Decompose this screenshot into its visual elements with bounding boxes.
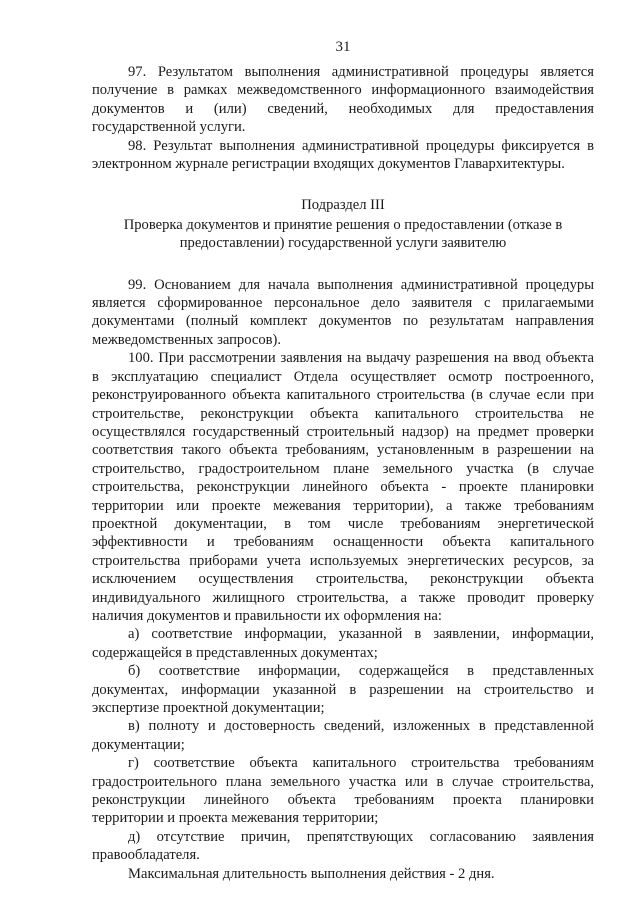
document-page [92, 38, 594, 883]
subsection-heading: Проверка документов и принятие решения о предоставлении (отказе в предоставлении) государственной услуги заявителю [123, 216, 563, 252]
paragraph-98: 98. Результат выполнения административной процедуры фиксируется в электронном журнале регистрации входящих документов Главархитектуры. [92, 137, 594, 173]
list-item-d: д) отсутствие причин, препятствующих согласованию заявления правообладателя. [92, 828, 594, 864]
subsection-title: Подраздел III [301, 197, 385, 214]
paragraph-99: 99. Основанием для начала выполнения административной процедуры является сформированное персональное дело заявителя с прилагаемыми документами (полный комплект документов по результатам направления межведомственных запросов). [92, 276, 594, 348]
list-item-a: а) соответствие информации, указанной в заявлении, информации, содержащейся в представленных документах; [92, 626, 594, 661]
paragraph-97: 97. Результатом выполнения административной процедуры является получение в рамках межведомственного информационного взаимодействия документов и (или) сведений, необходимых для предоставления государственной услуги. [92, 64, 594, 136]
paragraph-100: 100. При рассмотрении заявления на выдачу разрешения на ввод объекта в эксплуатацию специалист Отдела осуществляет осмотр построенного, реконструированного объекта капитального строительства (в случае если при строительстве, реконструкции объекта капитального строительства не осуществлялся государственный строительный надзор) на предмет проверки соответствия такого объекта требованиям, установленным в разрешении на строительство, градостроительном плане земельного участка (в случае строительства, реконструкции линейного объекта - проекте планировки территории или проекте межевания территории), а также требованиям проектной документации, в том числе требованиям энергетической эффективности и требованиям оснащенности объекта капитального строительства приборами учета используемых энергетических ресурсов, за исключением осуществления строительства, реконструкции объекта индивидуального жилищного строительства, а также проводит проверку наличия документов и правильности их оформления на: [92, 350, 594, 624]
list-item-v: в) полноту и достоверность сведений, изложенных в представленной документации; [92, 718, 594, 753]
max-duration-note: Максимальная длительность выполнения действия - 2 дня. [128, 865, 495, 882]
list-item-g: г) соответствие объекта капитального строительства требованиям градостроительного плана земельного участка или в случае строительства, реконструкции линейного объекта требованиям проекта планировки территории и проекта межевания территории; [92, 755, 594, 827]
list-item-b: б) соответствие информации, содержащейся в представленных документах, информации указанной в разрешении на строительство и экспертизе проектной документации; [92, 663, 594, 716]
page-number: 31 [335, 39, 351, 55]
